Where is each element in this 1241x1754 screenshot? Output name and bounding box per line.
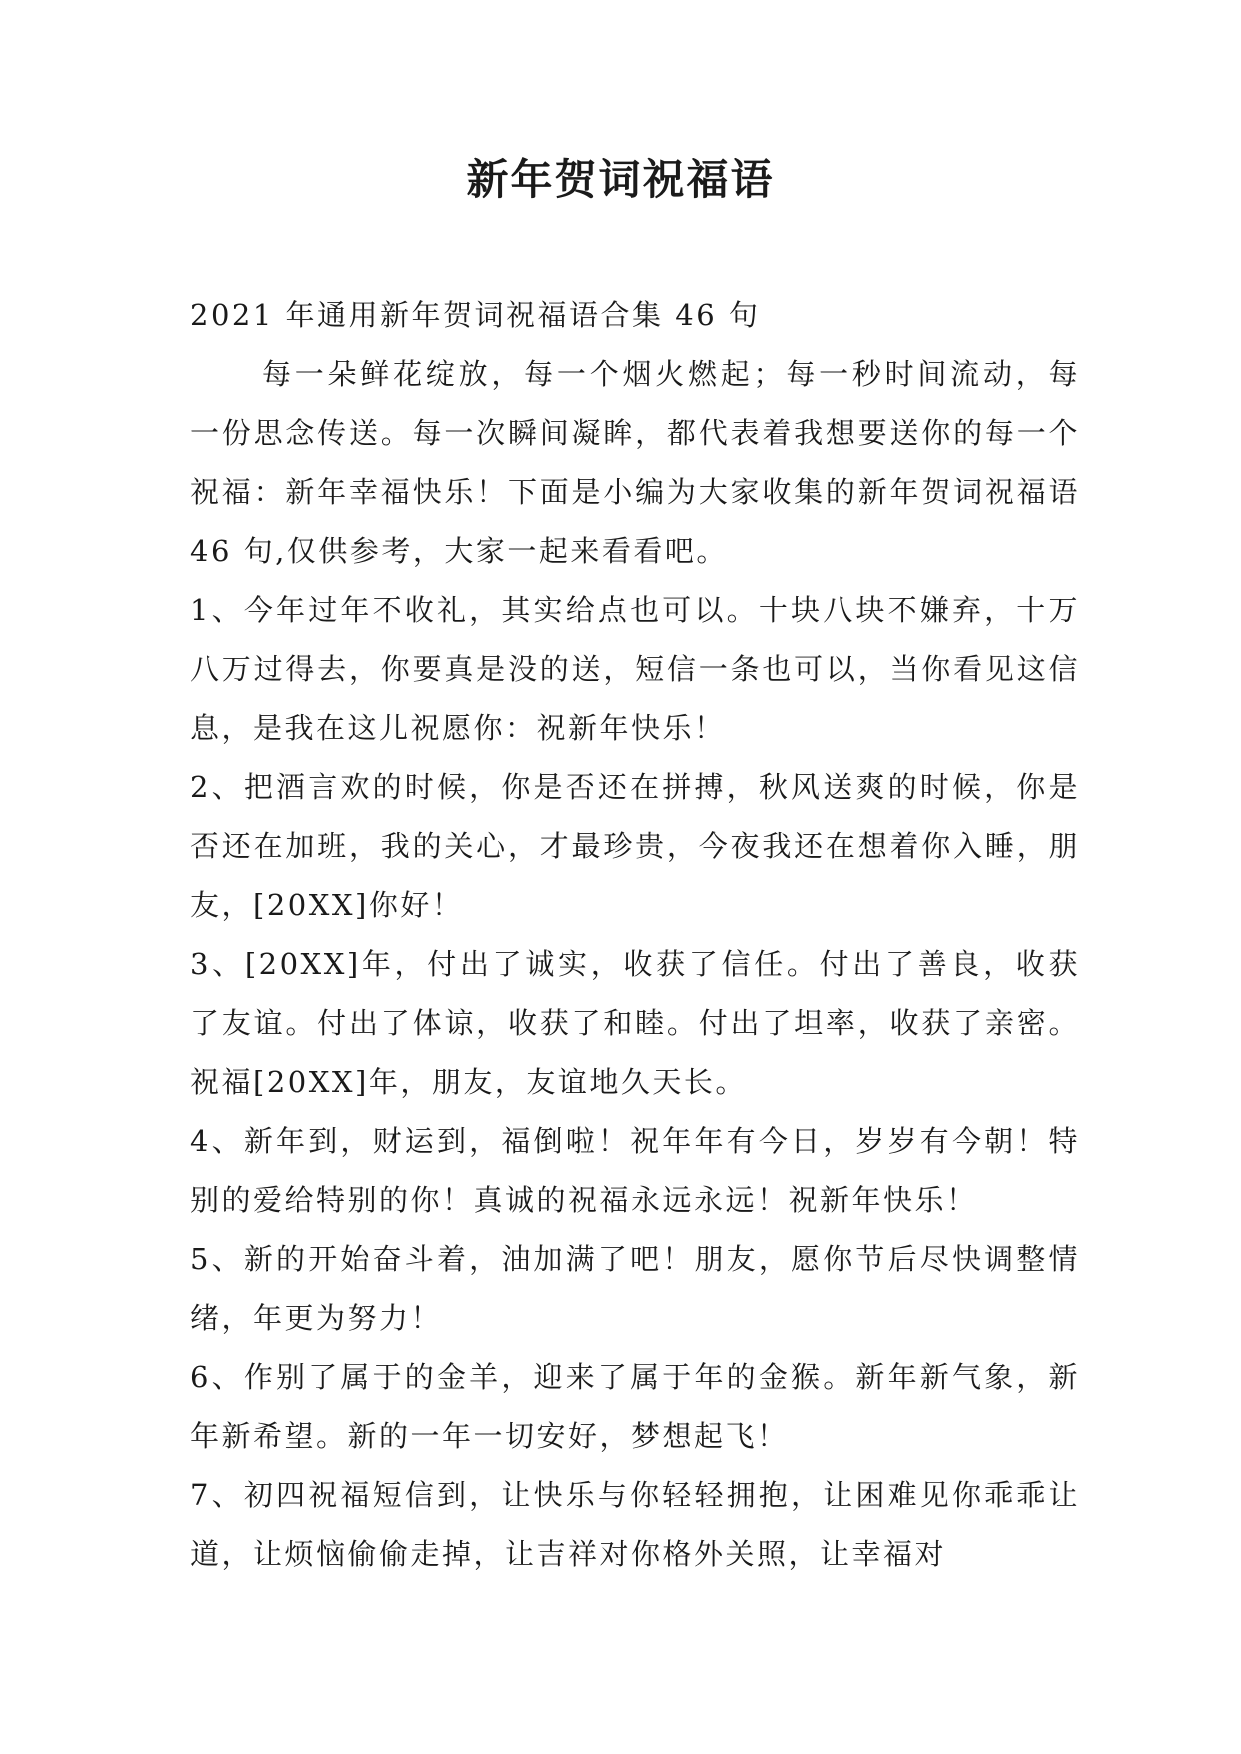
list-item: 1、今年过年不收礼，其实给点也可以。十块八块不嫌弃，十万八万过得去，你要真是没的送，短信一条也可以，当你看见这信息，是我在这儿祝愿你：祝新年快乐！ bbox=[190, 593, 1080, 745]
document-subtitle: 2021 年通用新年贺词祝福语合集 46 句 bbox=[190, 298, 761, 332]
list-item: 3、[20XX]年，付出了诚实，收获了信任。付出了善良，收获了友谊。付出了体谅，收获了和睦。付出了坦率，收获了亲密。祝福[20XX]年，朋友，友谊地久天长。 bbox=[190, 947, 1080, 1099]
list-item: 6、作别了属于的金羊，迎来了属于年的金猴。新年新气象，新年新希望。新的一年一切安好，梦想起飞！ bbox=[190, 1360, 1080, 1453]
document-body bbox=[190, 286, 1080, 1584]
list-item: 2、把酒言欢的时候，你是否还在拼搏，秋风送爽的时候，你是否还在加班，我的关心，才最珍贵，今夜我还在想着你入睡，朋友，[20XX]你好！ bbox=[190, 770, 1080, 922]
list-item: 7、初四祝福短信到，让快乐与你轻轻拥抱，让困难见你乖乖让道，让烦恼偷偷走掉，让吉祥对你格外关照，让幸福对 bbox=[190, 1478, 1080, 1571]
list-item: 4、新年到，财运到，福倒啦！祝年年有今日，岁岁有今朝！特别的爱给特别的你！真诚的祝福永远永远！祝新年快乐！ bbox=[190, 1124, 1080, 1217]
intro-paragraph: 每一朵鲜花绽放，每一个烟火燃起；每一秒时间流动，每一份思念传送。每一次瞬间凝眸，都代表着我想要送你的每一个祝福：新年幸福快乐！下面是小编为大家收集的新年贺词祝福语 46 句,仅供参考，大家一起来看看吧。 bbox=[190, 357, 1080, 568]
document-title: 新年贺词祝福语 bbox=[466, 155, 775, 204]
list-item: 5、新的开始奋斗着，油加满了吧！朋友，愿你节后尽快调整情绪，年更为努力！ bbox=[190, 1242, 1080, 1335]
